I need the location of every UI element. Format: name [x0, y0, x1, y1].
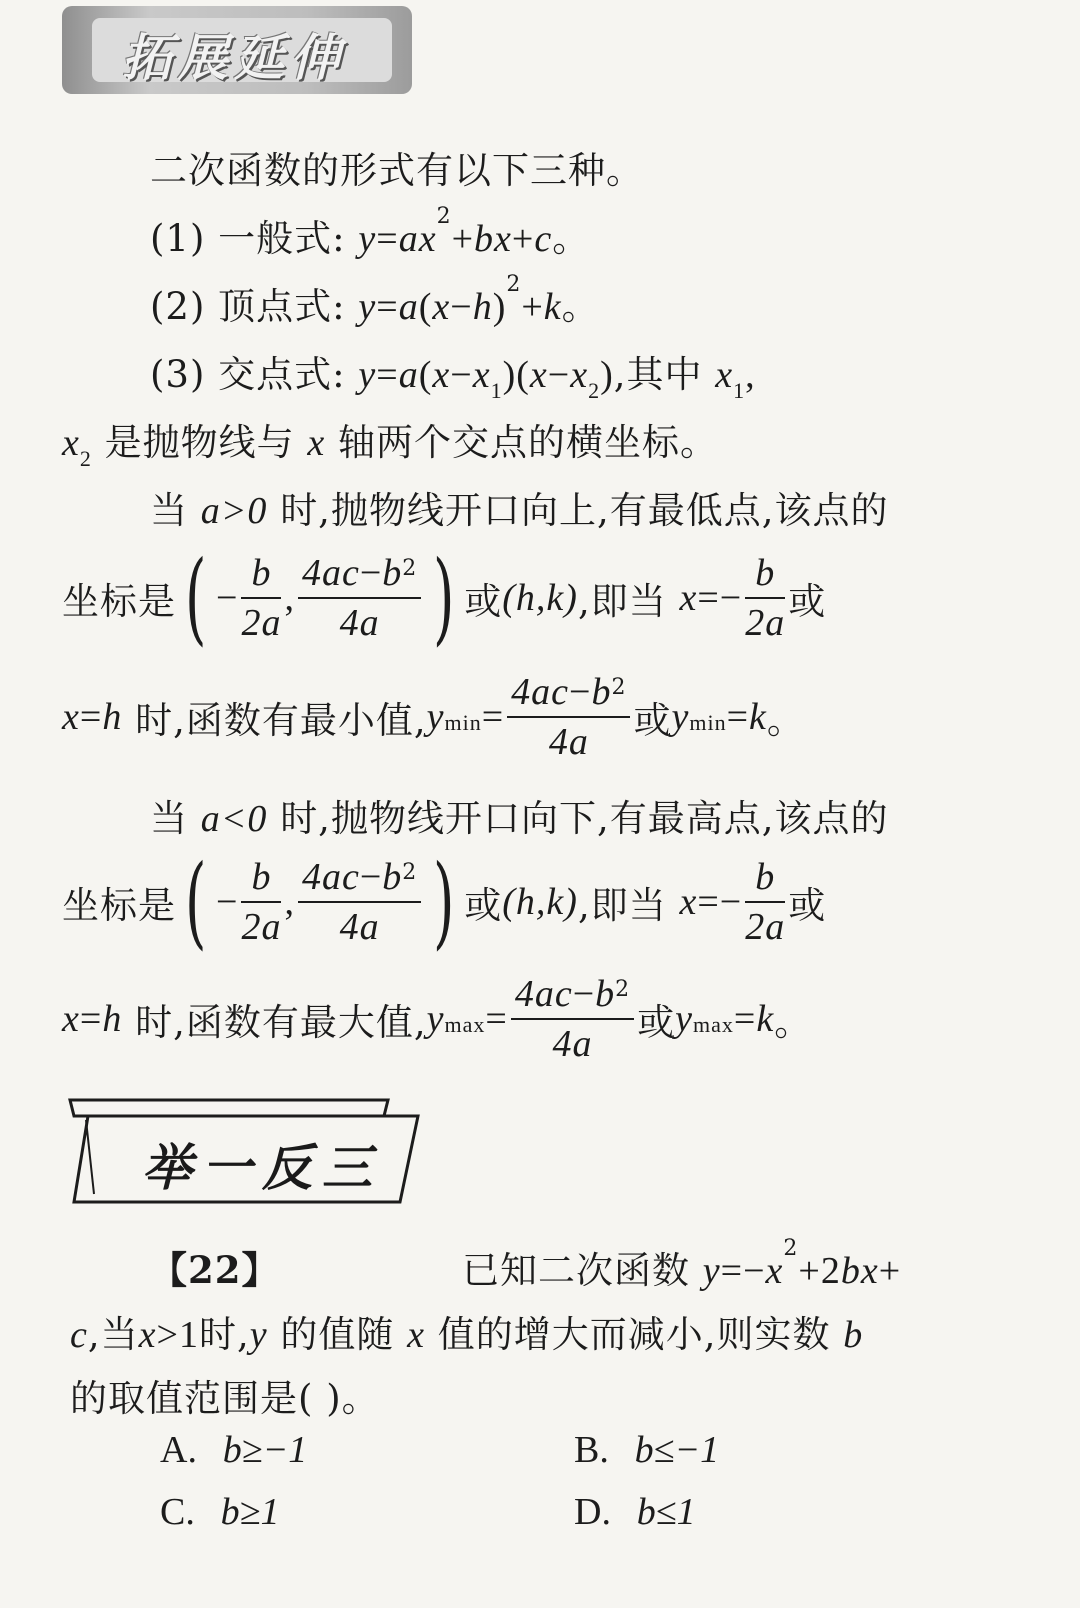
option-c[interactable]: C. b≥1 [160, 1491, 280, 1533]
header-title: 拓展延伸 [122, 29, 346, 87]
option-b[interactable]: B. b≤−1 [574, 1429, 720, 1471]
problem-line1: 已知二次函数 $y=-x^2+2bx+$ [462, 1236, 902, 1292]
form3-cont-line: $x_2$ 是抛物线与 x 轴两个交点的横坐标。 [62, 421, 719, 471]
problem-number: 【22】 [150, 1248, 280, 1292]
neg-coord-line: 坐标是( − $\frac{b}{2a}$ , $\frac{4ac-b^2}{4a}$ ) 或(h,k),即当 x=− $\frac{b}{2a}$ 或 [62, 843, 827, 960]
form2-label: (2) 顶点式: [150, 285, 346, 328]
form2-line: (2) 顶点式: $y=a(x-h)^2+k$。 [150, 272, 600, 328]
form1-label: (1) 一般式: [150, 217, 346, 260]
form1-line: (1) 一般式: $y=ax^2+bx+c$。 [150, 204, 591, 260]
section-title: 举一反三 [142, 1139, 382, 1197]
problem-line2: c,当x>1时,y 的值随 x 值的增大而减小,则实数 b [70, 1313, 864, 1356]
form3-line: (3) 交点式: $y=a(x-x_1)(x-x_2)$,其中 $x_1$, [150, 353, 756, 403]
pos-min-line: x=h 时,函数有最小值$,y_{min}=$ $\frac{4ac-b^2}{4a}$ 或$y_{min}=k$。 [62, 671, 805, 763]
option-a[interactable]: A. b≥−1 [160, 1429, 308, 1471]
neg-paragraph-line: 当 a<0 时,抛物线开口向下,有最高点,该点的 [150, 797, 889, 840]
intro-text: 二次函数的形式有以下三种。 [150, 149, 644, 192]
problem-line3: 的取值范围是( )。 [70, 1377, 380, 1420]
form3-label: (3) 交点式: [150, 353, 346, 396]
option-d[interactable]: D. b≤1 [574, 1491, 696, 1533]
neg-max-line: x=h 时,函数有最大值$,y_{max}=$ $\frac{4ac-b^2}{4a}$ 或$y_{max}=k$。 [62, 973, 813, 1065]
pos-coord-line: 坐标是( − $\frac{b}{2a}$ , $\frac{4ac-b^2}{4a}$ ) 或(h,k),即当 x=− $\frac{b}{2a}$ 或 [62, 539, 827, 656]
pos-paragraph-line: 当 a>0 时,抛物线开口向上,有最低点,该点的 [150, 489, 889, 532]
